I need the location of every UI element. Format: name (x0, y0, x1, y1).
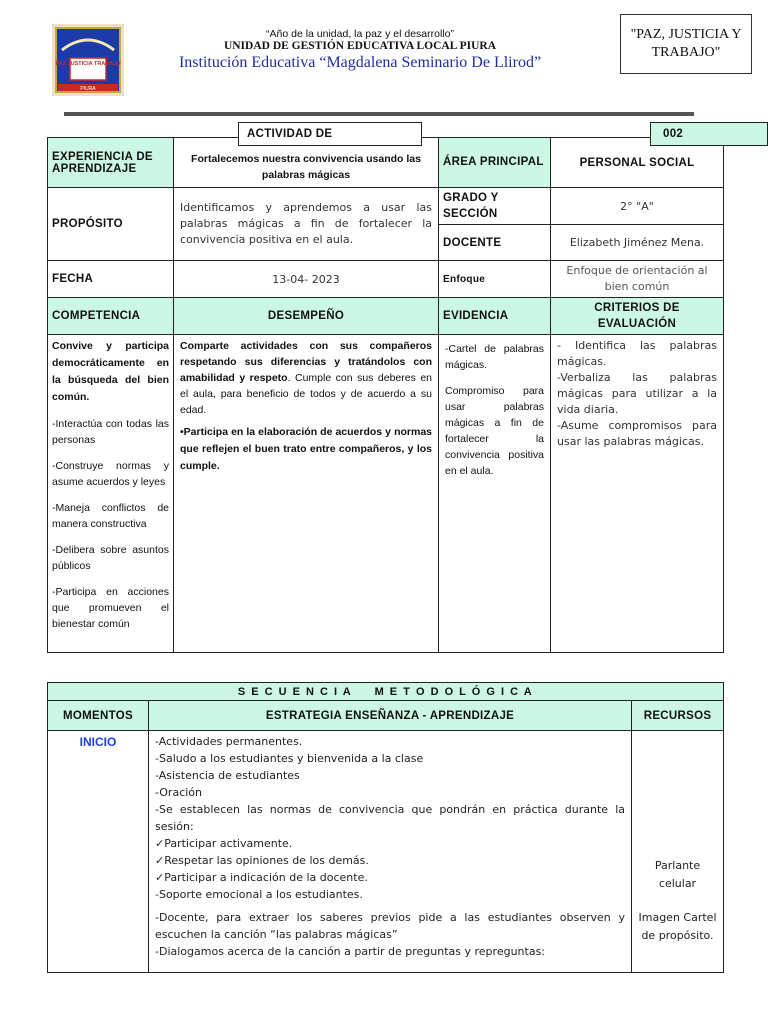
motto-text: "PAZ, JUSTICIA Y TRABAJO" (630, 27, 742, 60)
proposito-value: Identificamos y aprendemos a usar las palabras mágicas a fin de fortalecer la convivencia positiva en el aula. (174, 188, 439, 261)
desempeno-p1-rest: . Cumple con sus deberes en el aula, para beneficio de todos y de acuerdo a su edad. (180, 372, 433, 416)
col-desempeno: DESEMPEÑO (174, 298, 439, 335)
area-label: ÁREA PRINCIPAL (439, 138, 551, 188)
fecha-value: 13-04- 2023 (174, 261, 439, 298)
estrategia-line: -Actividades permanentes. (155, 735, 303, 748)
col-momentos: MOMENTOS (48, 701, 149, 731)
estrategia-line: -Asistencia de estudiantes (155, 769, 300, 782)
competencia-item: -Maneja conflictos de manera constructiva (52, 502, 169, 530)
enfoque-label: Enfoque (439, 261, 551, 298)
docente-label: DOCENTE (439, 225, 551, 261)
activity-info-table (47, 137, 724, 653)
school-crest-icon (52, 24, 124, 96)
col-competencia: COMPETENCIA (48, 298, 174, 335)
institution-name: Institución Educativa “Magdalena Seminario De Llirod” (178, 54, 542, 71)
secuencia-title: S E C U E N C I A M E T O D O L Ó G I C A (48, 683, 724, 701)
col-criterios: CRITERIOS DE EVALUACIÓN (551, 298, 724, 335)
enfoque-value: Enfoque de orientación al bien común (551, 261, 724, 298)
year-motto: “Año de la unidad, la paz y el desarrollo” (266, 28, 454, 40)
estrategia-line: -Soporte emocional a los estudiantes. (155, 888, 363, 901)
evidencia-item: Compromiso para usar palabras mágicas a fin de fortalecer la convivencia positiva en el aula. (445, 385, 544, 477)
criterios-cell (551, 335, 724, 653)
competencia-item: -Interactúa con todas las personas (52, 418, 169, 446)
competencia-title: Convive y participa democráticamente en la búsqueda del bien común. (52, 340, 169, 403)
estrategia-line: -Saludo a los estudiantes y bienvenida a la clase (155, 752, 424, 765)
estrategia-line: -Docente, para extraer los saberes previos pide a las estudiantes observen y escuchen la canción “las palabras mágicas” (155, 911, 625, 941)
competencia-item: -Delibera sobre asuntos públicos (52, 544, 169, 572)
ugel-title: UNIDAD DE GESTIÓN EDUCATIVA LOCAL PIURA (223, 40, 497, 52)
docente-value: Elizabeth Jiménez Mena. (551, 225, 724, 261)
desempeno-p1 (180, 338, 432, 418)
svg-text:PIURA: PIURA (80, 86, 96, 92)
experiencia-label: EXPERIENCIA DE APRENDIZAJE (48, 138, 174, 188)
col-recursos: RECURSOS (632, 701, 724, 731)
estrategia-line: -Se establecen las normas de convivencia que pondrán en práctica durante la sesión: (155, 803, 625, 833)
motto-box (620, 14, 752, 74)
recursos-1: Parlante celular (654, 859, 701, 890)
desempeno-p1-bold: Comparte actividades con sus compañeros respetando sus diferencias y tratándolos con amabilidad y respeto (180, 340, 432, 384)
desempeno-cell (174, 335, 439, 653)
grado-value: 2° "A" (551, 188, 724, 225)
activity-label: ACTIVIDAD DE (247, 128, 333, 140)
desempeno-p2: •Participa en la elaboración de acuerdos y normas que reflejen el buen trato entre compañeros, y los cumple. (180, 426, 432, 472)
col-estrategia: ESTRATEGIA ENSEÑANZA - APRENDIZAJE (149, 701, 632, 731)
estrategia-line: ✓Participar a indicación de la docente. (155, 871, 368, 884)
activity-number-box (650, 122, 768, 146)
header-rule (64, 112, 694, 116)
estrategia-cell (149, 731, 632, 973)
svg-text:PAZ JUSTICIA TRABAJO: PAZ JUSTICIA TRABAJO (55, 61, 121, 67)
estrategia-line: -Dialogamos acerca de la canción a partir de preguntas y repreguntas: (155, 945, 546, 958)
recursos-cell (632, 731, 724, 973)
criterio-item: -Asume compromisos para usar las palabras mágicas. (557, 419, 717, 448)
proposito-label: PROPÓSITO (48, 188, 174, 261)
competencia-item: -Construye normas y asume acuerdos y leyes (52, 460, 169, 488)
estrategia-line: -Oración (155, 786, 203, 799)
area-value: PERSONAL SOCIAL (551, 138, 724, 188)
competencia-item: -Participa en acciones que promueven el bienestar común (52, 586, 169, 630)
moment-inicio: INICIO (79, 735, 117, 749)
criterio-item: - Identifica las palabras mágicas. (557, 339, 717, 368)
competencia-cell (48, 335, 174, 653)
evidencia-cell (439, 335, 551, 653)
experiencia-value: Fortalecemos nuestra convivencia usando las palabras mágicas (174, 138, 439, 188)
recursos-2: Imagen Cartel de propósito. (638, 911, 717, 942)
activity-label-box (238, 122, 422, 146)
fecha-label: FECHA (48, 261, 174, 298)
estrategia-line: ✓Respetar las opiniones de los demás. (155, 854, 369, 867)
col-evidencia: EVIDENCIA (439, 298, 551, 335)
moment-cell (48, 731, 149, 973)
estrategia-line: ✓Participar activamente. (155, 837, 293, 850)
school-logo (52, 24, 124, 96)
criterio-item: -Verbaliza las palabras mágicas para utilizar a la vida diaria. (557, 371, 717, 416)
evidencia-item: -Cartel de palabras mágicas. (445, 343, 544, 371)
secuencia-table (47, 682, 724, 973)
activity-number: 002 (663, 128, 684, 140)
grado-label: GRADO Y SECCIÓN (439, 188, 551, 225)
